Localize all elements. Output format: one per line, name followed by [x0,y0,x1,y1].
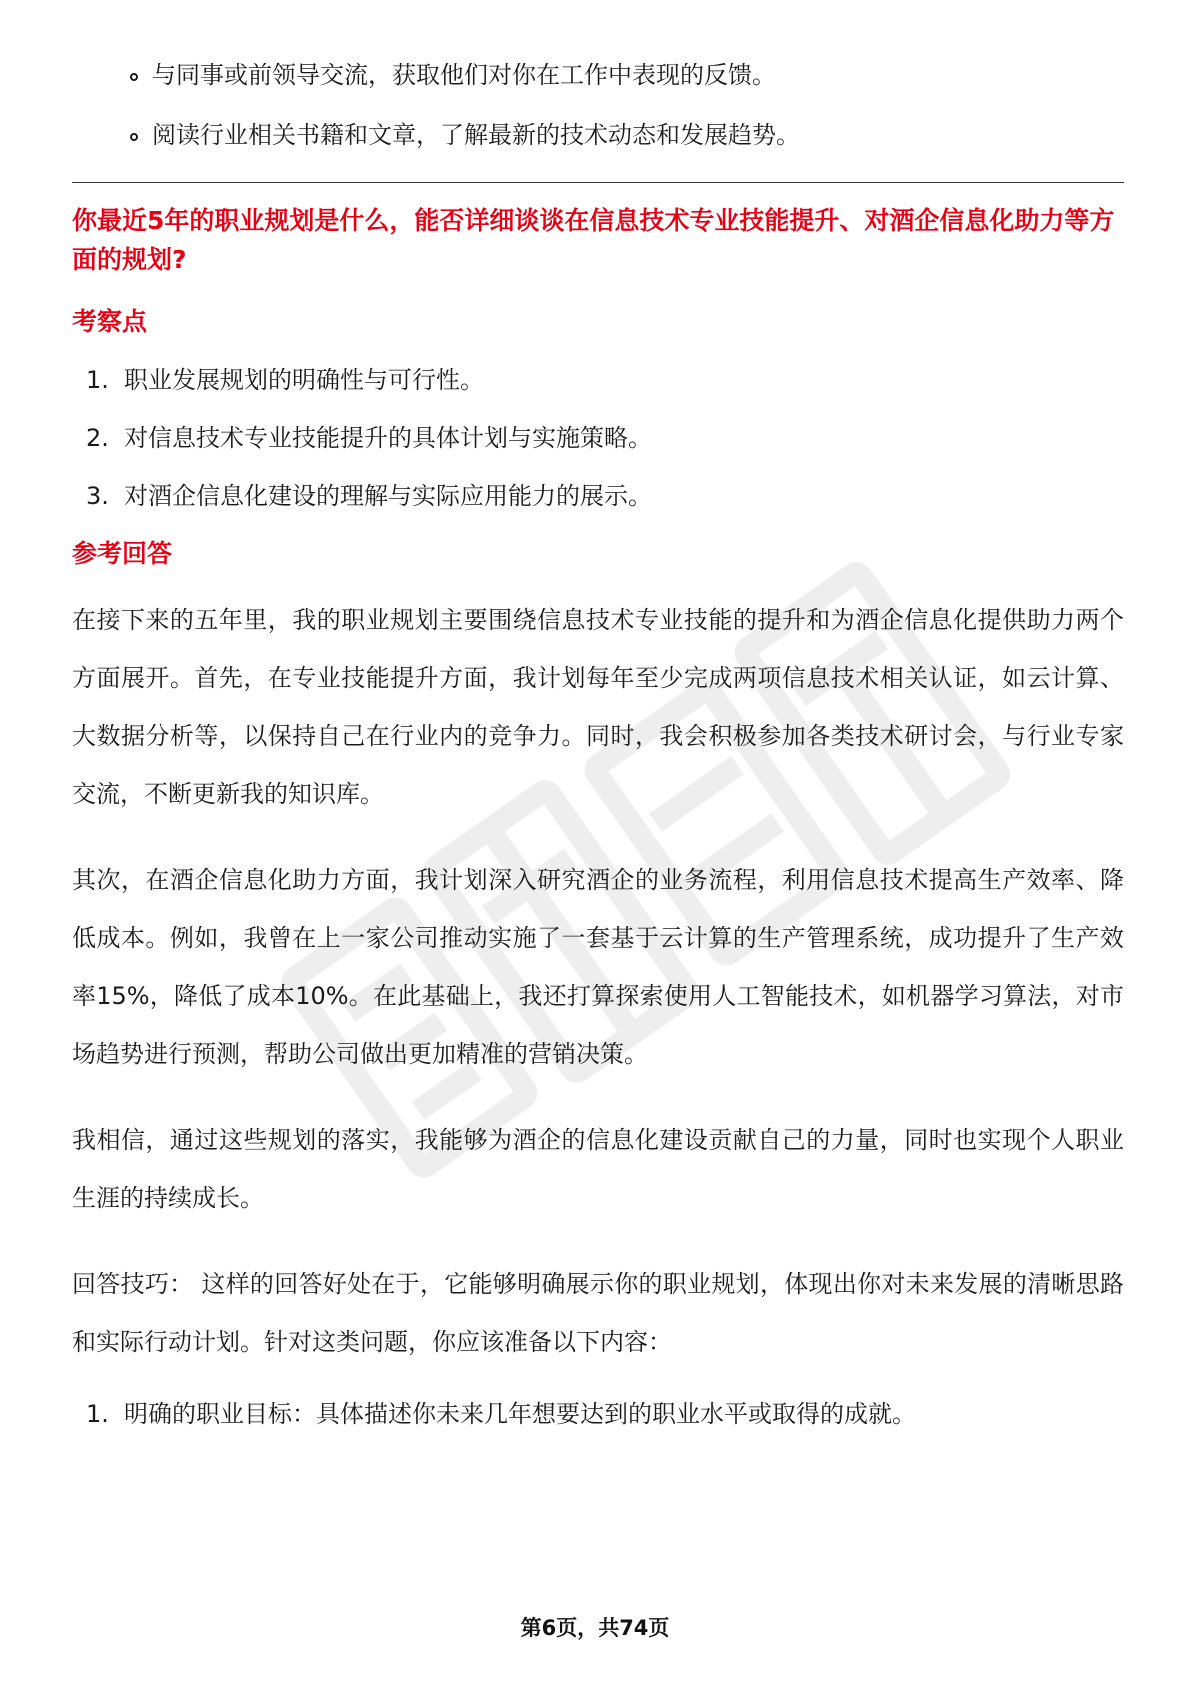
list-text: 职业发展规划的明确性与可行性。 [124,366,484,394]
list-number: 1. [86,1400,109,1428]
answer-paragraph: 其次，在酒企信息化助力方面，我计划深入研究酒企的业务流程，利用信息技术提高生产效率、降低成本。例如，我曾在上一家公司推动实施了一套基于云计算的生产管理系统，成功提升了生产效率15%，降低了成本10%。在此基础上，我还打算探索使用人工智能技术，如机器学习算法，对市场趋势进行预测，帮助公司做出更加精准的营销决策。 [72,866,1124,1068]
answer-label: 参考回答 [72,539,173,568]
focus-label: 考察点 [72,307,148,336]
answer-paragraph: 我相信，通过这些规划的落实，我能够为酒企的信息化建设贡献自己的力量，同时也实现个人职业生涯的持续成长。 [72,1126,1124,1212]
section-divider [72,182,1124,183]
list-number: 2. [86,424,109,452]
tips-paragraph: 回答技巧： 这样的回答好处在于，它能够明确展示你的职业规划，体现出你对未来发展的清晰思路和实际行动计划。针对这类问题，你应该准备以下内容： [72,1270,1124,1356]
list-item: 阅读行业相关书籍和文章，了解最新的技术动态和发展趋势。 [152,118,1124,152]
list-text: 对酒企信息化建设的理解与实际应用能力的展示。 [124,482,652,510]
list-text: 明确的职业目标：具体描述你未来几年想要达到的职业水平或取得的成就。 [124,1400,916,1428]
list-item: 与同事或前领导交流，获取他们对你在工作中表现的反馈。 [152,58,1124,92]
list-number: 3. [86,482,109,510]
list-text: 对信息技术专业技能提升的具体计划与实施策略。 [124,424,652,452]
list-item [72,421,1124,455]
question-heading: 你最近5年的职业规划是什么，能否详细谈谈在信息技术专业技能提升、对酒企信息化助力等方面的规划? [72,206,1115,274]
list-item [72,363,1124,397]
answer-paragraph: 在接下来的五年里，我的职业规划主要围绕信息技术专业技能的提升和为酒企信息化提供助力两个方面展开。首先，在专业技能提升方面，我计划每年至少完成两项信息技术相关认证，如云计算、大数据分析等，以保持自己在行业内的竞争力。同时，我会积极参加各类技术研讨会，与行业专家交流，不断更新我的知识库。 [72,606,1124,808]
top-bullet-list [72,58,1124,152]
focus-list [72,363,1124,513]
tips-list [72,1397,1124,1431]
page-footer: 第6页，共74页 [520,1616,670,1640]
page-content [72,58,1124,1455]
list-number: 1. [86,366,109,394]
list-item [72,1397,1124,1431]
list-item [72,479,1124,513]
